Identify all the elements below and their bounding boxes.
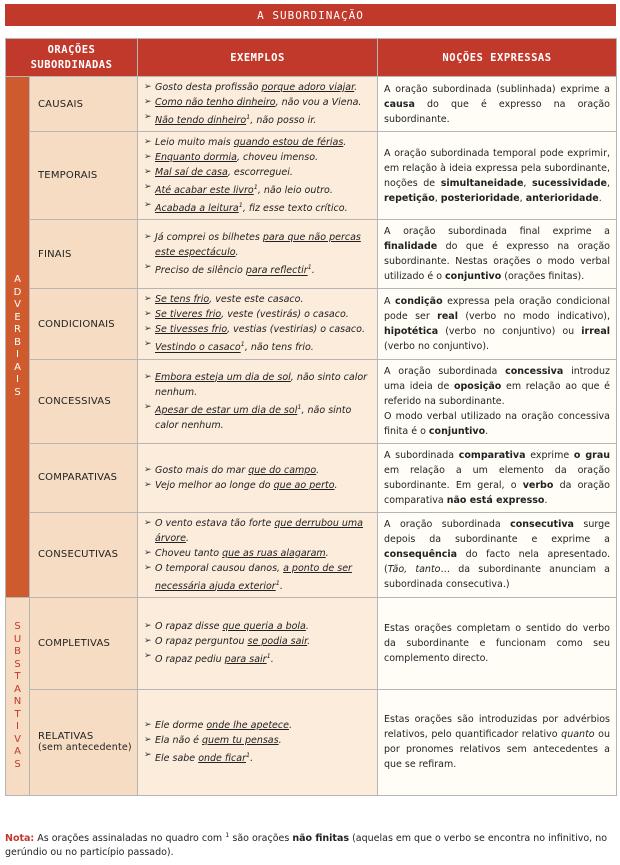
clause-type [30, 359, 138, 443]
underlined-clause: se podia sair [247, 636, 308, 648]
clause-type [30, 220, 138, 289]
italic-term: quanto [561, 729, 595, 741]
table-row [6, 132, 617, 220]
underlined-clause: Se tiveres frio [155, 309, 222, 321]
group-letter: S [14, 758, 21, 770]
table-row [6, 289, 617, 359]
example-item [144, 619, 371, 634]
text-run: , [606, 177, 611, 189]
text-run: A oração subordinada [384, 519, 511, 531]
text-run: , não sinto calor nenhum. [155, 371, 368, 398]
clause-type [30, 289, 138, 359]
text-run: A oração subordinada final exprime a [384, 226, 610, 238]
example-item [144, 322, 371, 337]
underlined-clause: que derrubou uma árvore [155, 517, 363, 544]
underlined-clause: Enquanto dormia [155, 152, 237, 164]
bold-term: não finitas [292, 833, 350, 845]
example-item [144, 516, 371, 546]
clause-type [30, 512, 138, 597]
bold-term: causa [384, 98, 415, 110]
example-item [144, 463, 371, 478]
footnote-mark: 1 [297, 402, 302, 411]
group-letter: A [14, 746, 21, 758]
underlined-clause: Vestindo o casaco [155, 342, 241, 354]
text-run: , veste este casaco. [209, 294, 304, 306]
footnote-mark: 1 [225, 831, 230, 839]
clause-type-sublabel: (sem antecedente) [38, 742, 132, 754]
example-item [144, 634, 371, 649]
footnote-mark: 1 [275, 578, 280, 587]
example-item [144, 80, 371, 95]
bold-term: irreal [581, 326, 610, 338]
example-item [144, 165, 371, 180]
group-letter: A [14, 361, 21, 373]
underlined-clause: que ao perto [273, 479, 335, 491]
underlined-clause: Mal saí de casa [155, 167, 228, 179]
example-item [144, 337, 371, 355]
notion-paragraph [384, 448, 610, 508]
text-run: … da subordinante anunciam a subordinada consecutiva.) [384, 564, 610, 591]
clause-type-label: CAUSAIS [38, 98, 84, 110]
notion-paragraph [384, 364, 610, 409]
bold-term: repetição [384, 192, 435, 204]
bold-term: consecutiva [510, 519, 574, 531]
underlined-clause: que do campo [248, 464, 317, 476]
text-run: expressa pela oração condicional pode ser [384, 296, 610, 323]
underlined-clause: Se tens frio [155, 294, 210, 306]
text-run: , veste (vestirás) o casaco. [221, 309, 349, 321]
bold-term: o grau [573, 449, 611, 461]
text-run: do que é expresso na oração subordinante. [384, 98, 610, 125]
example-item [144, 370, 371, 400]
clause-type-label: TEMPORAIS [38, 170, 98, 182]
group-letter: B [14, 336, 21, 348]
text-run: O modo verbal utilizado na oração concessiva finita é o [384, 410, 610, 437]
underlined-clause: porque adoro viajar [261, 82, 355, 93]
text-run: Gosto mais do mar [155, 464, 249, 476]
text-run: . [250, 753, 254, 765]
examples-cell [138, 597, 378, 689]
group-letter: E [14, 311, 21, 323]
group-letter: A [14, 683, 21, 695]
example-item [144, 150, 371, 165]
text-run: . [279, 580, 283, 592]
text-run: introduz uma ideia de [384, 365, 610, 392]
text-run: O rapaz perguntou [155, 636, 248, 648]
group-letter: A [14, 274, 21, 286]
example-item [144, 718, 371, 733]
text-run: do que é expresso na oração subordinante. Nestas orações o modo verbal utilizado é o [384, 241, 610, 283]
group-label-substantivas [6, 597, 30, 795]
underlined-clause: para sair [224, 654, 267, 666]
text-run: , não posso ir. [250, 115, 317, 127]
text-run: Já comprei os bilhetes [155, 232, 263, 244]
text-run: Ele sabe [155, 753, 199, 765]
clause-type-label: FINAIS [38, 248, 72, 260]
notion-cell [378, 597, 617, 689]
text-run: . [311, 265, 315, 277]
group-letter: T [14, 708, 21, 720]
text-run: , não sinto calor nenhum. [155, 404, 352, 431]
text-run: . [305, 621, 309, 633]
text-run: . [354, 82, 358, 93]
table-row [6, 597, 617, 689]
footnote-mark: 1 [246, 751, 251, 760]
example-item [144, 561, 371, 594]
underlined-clause: Embora esteja um dia de sol [155, 371, 291, 383]
bold-term: comparativa [458, 449, 526, 461]
text-run: Preciso de silêncio [155, 265, 246, 277]
example-item [144, 135, 371, 150]
text-run: da oração comparativa [384, 479, 610, 506]
text-run: , [519, 192, 526, 204]
table-row [6, 77, 617, 132]
text-run: ou por pronomes relativos sem antecedentes a que se refiram. [384, 729, 610, 771]
bold-term: real [437, 311, 458, 323]
text-run: . [598, 192, 602, 204]
table-row [6, 220, 617, 289]
footnote [5, 828, 617, 860]
text-run: . [343, 137, 347, 149]
footnote-mark: 1 [266, 652, 271, 661]
notion-cell [378, 512, 617, 597]
group-letter: N [13, 696, 22, 708]
text-run: O temporal causou danos, [155, 562, 284, 574]
notion-paragraph [384, 517, 610, 592]
text-run: (verbo no conjuntivo). [384, 341, 490, 353]
text-run: . [288, 720, 292, 732]
notion-cell [378, 289, 617, 359]
examples-cell [138, 220, 378, 289]
example-item [144, 478, 371, 493]
text-run: O rapaz disse [155, 621, 223, 633]
text-run: Vejo melhor ao longe do [155, 479, 274, 491]
table-row [6, 689, 617, 795]
text-run: , [434, 192, 441, 204]
group-letter: R [14, 324, 21, 336]
underlined-clause: Acabada a leitura [155, 203, 239, 215]
clause-type [30, 132, 138, 220]
clause-type [30, 77, 138, 132]
clause-type-label: CONSECUTIVAS [38, 549, 119, 561]
notion-cell [378, 359, 617, 443]
page-title: A SUBORDINAÇÃO [5, 4, 616, 26]
footnote-mark: 1 [253, 183, 258, 192]
notion-paragraph [384, 224, 610, 284]
clause-type-label: RELATIVAS [38, 731, 94, 743]
header-types: ORAÇÕES SUBORDINADAS [6, 39, 138, 77]
text-run: Gosto desta profissão [155, 82, 262, 93]
bold-term: hipotética [384, 326, 439, 338]
example-item [144, 230, 371, 260]
footnote-lead: Nota: [5, 833, 35, 845]
text-run: (aquelas em que o verbo se encontra no infinitivo, no gerúndio ou no particípio passado). [5, 833, 608, 859]
clause-type-label: COMPLETIVAS [38, 637, 111, 649]
bold-term: conjuntivo [428, 425, 486, 437]
table-row [6, 512, 617, 597]
notion-cell [378, 689, 617, 795]
text-run: exprime [525, 449, 574, 461]
examples-cell [138, 689, 378, 795]
notion-paragraph [384, 82, 610, 127]
text-run: A oração subordinada temporal pode exprimir, em relação à ideia expressa pela subordinante, noções de [384, 147, 610, 189]
footnote-mark: 1 [238, 201, 243, 210]
bold-term: verbo [522, 479, 554, 491]
text-run: Ele dorme [155, 720, 207, 732]
notion-paragraph [384, 712, 610, 772]
text-run: Estas orações são introduzidas por advérbios relativos, pelo quantificador relativo [384, 714, 610, 741]
header-notions: NOÇÕES EXPRESSAS [378, 39, 617, 77]
text-run: . [235, 247, 239, 259]
example-item [144, 400, 371, 433]
example-item [144, 95, 371, 110]
footnote-mark: 1 [240, 340, 245, 349]
text-run: . [316, 464, 320, 476]
examples-cell [138, 512, 378, 597]
text-run: , choveu imenso. [236, 152, 319, 164]
notion-cell [378, 132, 617, 220]
text-run: , fiz esse texto crítico. [242, 203, 348, 215]
clause-type-label: CONCESSIVAS [38, 395, 111, 407]
header-examples: EXEMPLOS [138, 39, 378, 77]
text-run: A subordinada [384, 449, 459, 461]
underlined-clause: onde ficar [198, 753, 247, 765]
example-item [144, 260, 371, 278]
bold-term: condição [395, 296, 443, 308]
text-run: surge depois da subordinante e exprime a [384, 519, 610, 546]
examples-cell [138, 77, 378, 132]
text-run: , não tens frio. [244, 342, 314, 354]
text-run: (verbo no conjuntivo) ou [438, 326, 582, 338]
underlined-clause: a ponto de ser necessária ajuda exterior [155, 562, 352, 592]
bold-term: conjuntivo [445, 271, 502, 283]
table-row [6, 443, 617, 512]
group-letter: D [13, 286, 22, 298]
underlined-clause: que as ruas alagaram [222, 547, 326, 559]
underlined-clause: Apesar de estar um dia de sol [155, 404, 298, 416]
example-item [144, 733, 371, 748]
group-letter: B [14, 646, 21, 658]
text-run: . [185, 532, 189, 544]
group-label-adverbiais [6, 77, 30, 598]
clause-type-label: CONDICIONAIS [38, 318, 115, 330]
text-run: . [334, 479, 338, 491]
table-body [6, 77, 617, 796]
text-run: , vestias (vestirias) o casaco. [227, 324, 365, 336]
group-letter: V [14, 299, 21, 311]
notion-cell [378, 77, 617, 132]
footnote-mark: 1 [307, 263, 312, 272]
group-letter: S [14, 621, 21, 633]
text-run: . [270, 654, 274, 666]
underlined-clause: quando estou de férias [233, 137, 344, 149]
group-letter: S [14, 658, 21, 670]
notion-cell [378, 443, 617, 512]
table-row [6, 359, 617, 443]
example-item [144, 546, 371, 561]
text-run: em relação a um elemento da oração subordinante. Em geral, o [384, 464, 610, 491]
clause-type [30, 443, 138, 512]
notion-paragraph [384, 409, 610, 439]
underlined-clause: que queria a bola [222, 621, 306, 633]
clause-type [30, 689, 138, 795]
text-run: A oração subordinada [384, 365, 506, 377]
text-run: são orações [229, 833, 293, 845]
notion-paragraph [384, 621, 610, 666]
underlined-clause: Se tivesses frio [155, 324, 228, 336]
text-run: (verbo no modo indicativo), [457, 311, 610, 323]
text-run: A oração subordinada (sublinhada) exprime a [384, 83, 610, 95]
example-item [144, 198, 371, 216]
text-run: . [278, 735, 282, 747]
notion-paragraph [384, 146, 610, 206]
footnote-text [5, 833, 607, 858]
group-letter: T [14, 671, 21, 683]
example-item [144, 180, 371, 198]
text-run: O rapaz pediu [155, 654, 225, 666]
bold-term: consequência [384, 549, 458, 561]
text-run: , [523, 177, 533, 189]
notion-paragraph [384, 294, 610, 354]
text-run: em relação ao que é referido na subordinante. [384, 380, 610, 407]
text-run: . [307, 636, 311, 648]
examples-cell [138, 132, 378, 220]
bold-term: posterioridade [440, 192, 520, 204]
underlined-clause: Como não tenho dinheiro [155, 97, 276, 108]
bold-term: oposição [453, 380, 502, 392]
text-run: O vento estava tão forte [155, 517, 275, 529]
underlined-clause: para que não percas este espectáculo [155, 232, 361, 259]
text-run: A [384, 296, 396, 308]
examples-cell [138, 443, 378, 512]
bold-term: não está expresso [446, 494, 545, 506]
example-item [144, 748, 371, 766]
underlined-clause: quem tu pensas [202, 735, 279, 747]
italic-term: Tão, tanto [387, 564, 441, 576]
group-letter: I [16, 374, 19, 386]
footnote-mark: 1 [246, 113, 251, 121]
example-item [144, 649, 371, 667]
bold-term: anterioridade [525, 192, 599, 204]
example-item [144, 292, 371, 307]
bold-term: simultaneidade [440, 177, 524, 189]
text-run: Choveu tanto [155, 547, 223, 559]
clause-type-label: COMPARATIVAS [38, 472, 118, 484]
underlined-clause: Não tendo dinheiro [155, 115, 247, 127]
bold-term: concessiva [505, 365, 564, 377]
text-run: Estas orações completam o sentido do verbo da subordinante e funcionam como seu complemento directo. [384, 622, 610, 664]
text-run: . [325, 547, 329, 559]
group-letter: I [16, 349, 19, 361]
text-run: . [485, 425, 489, 437]
group-letter: S [14, 386, 21, 398]
text-run: do facto nela apresentado. ( [384, 549, 610, 576]
examples-cell [138, 289, 378, 359]
text-run: , não vou a Viena. [275, 97, 362, 108]
underlined-clause: Até acabar este livro [155, 185, 254, 197]
text-run: Ela não é [155, 735, 203, 747]
examples-cell [138, 359, 378, 443]
group-letter: I [16, 721, 19, 733]
group-letter: V [14, 733, 21, 745]
text-run: . [544, 494, 548, 506]
text-run: (orações finitas). [501, 271, 585, 283]
example-item [144, 110, 371, 128]
text-run: , não leio outro. [257, 185, 333, 197]
text-run: , escorreguei. [227, 167, 293, 179]
text-run: Leio muito mais [155, 137, 234, 149]
notion-cell [378, 220, 617, 289]
header-row [6, 39, 617, 77]
example-item [144, 307, 371, 322]
bold-term: finalidade [384, 241, 438, 253]
subordination-table [5, 38, 617, 796]
group-letter: U [13, 633, 22, 645]
underlined-clause: onde lhe apetece [206, 720, 289, 732]
text-run: As orações assinaladas no quadro com [34, 833, 226, 845]
clause-type [30, 597, 138, 689]
underlined-clause: para reflectir [245, 265, 308, 277]
bold-term: sucessividade [532, 177, 607, 189]
